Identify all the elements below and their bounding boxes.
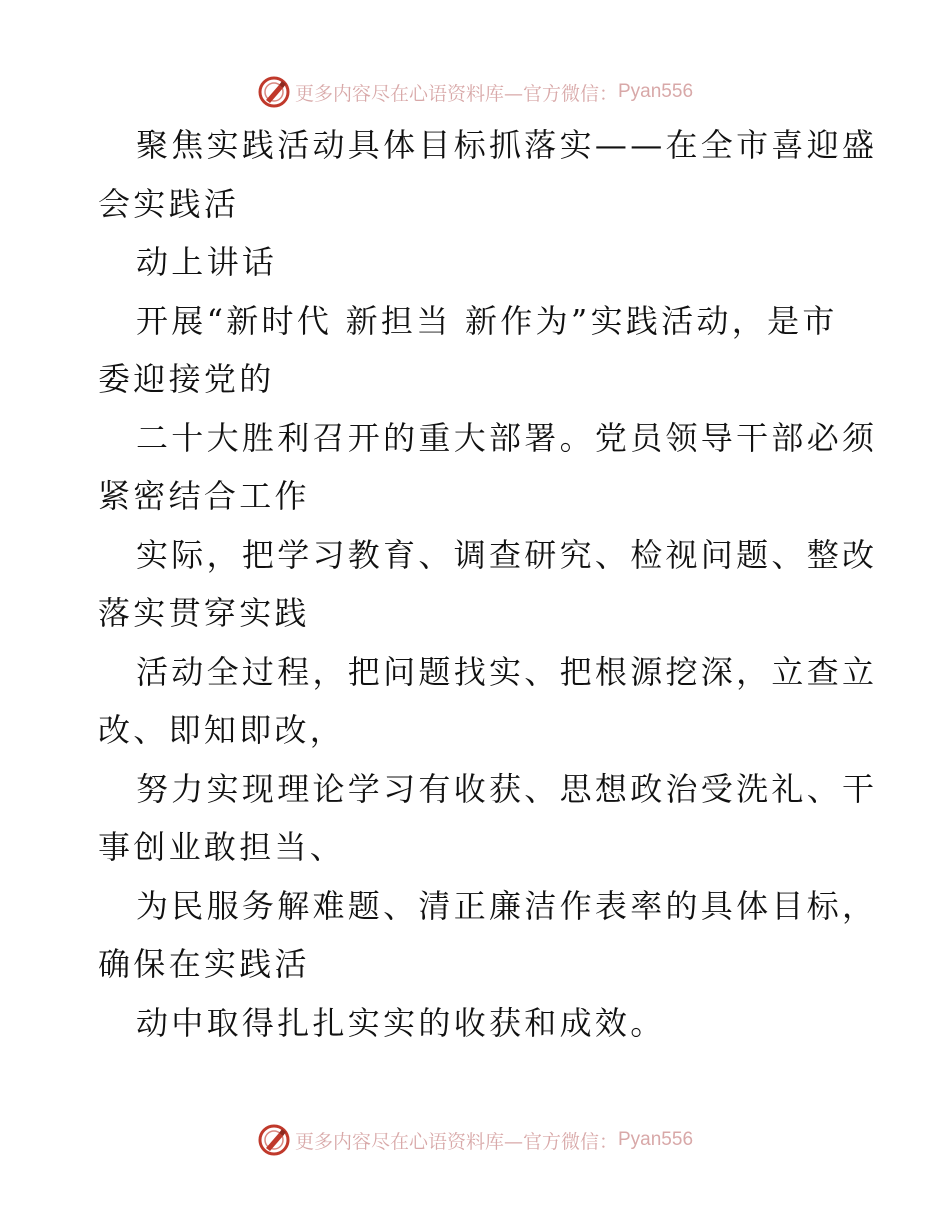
watermark-text: 更多内容尽在心语资料库—官方微信： — [294, 1130, 618, 1153]
pen-logo-icon — [257, 1123, 291, 1157]
watermark-text: 更多内容尽在心语资料库—官方微信： — [294, 82, 618, 105]
text-line: 为民服务解难题、清正廉洁作表率的具体目标， — [136, 886, 878, 925]
text-line: 事创业敢担当、 — [98, 828, 346, 866]
text-line: 改、即知即改， — [98, 711, 346, 749]
text-line: 动中取得扎扎实实的收获和成效。 — [136, 1003, 666, 1042]
text-line: 确保在实践活 — [98, 945, 310, 983]
text-line: 努力实现理论学习有收获、思想政治受洗礼、干 — [136, 769, 878, 808]
text-line: 开展“新时代 新担当 新作为”实践活动，是市 — [136, 301, 838, 340]
text-line: 落实贯穿实践 — [98, 594, 310, 632]
text-line: 聚焦实践活动具体目标抓落实——在全市喜迎盛 — [136, 126, 878, 164]
watermark-wechat-id: Pyan556 — [618, 1129, 694, 1150]
text-line: 动上讲话 — [136, 243, 278, 281]
pen-logo-icon — [257, 75, 291, 109]
text-line: 会实践活 — [98, 184, 240, 223]
watermark-wechat-id: Pyan556 — [618, 81, 694, 102]
text-line: 紧密结合工作 — [98, 477, 310, 515]
text-line: 实际，把学习教育、调查研究、检视问题、整改 — [136, 535, 878, 574]
header-watermark — [0, 72, 950, 112]
text-line: 二十大胜利召开的重大部署。党员领导干部必须 — [136, 418, 878, 457]
text-line: 委迎接党的 — [98, 360, 275, 398]
footer-watermark — [0, 1120, 950, 1160]
text-line: 活动全过程，把问题找实、把根源挖深，立查立 — [136, 652, 878, 691]
document-body — [98, 116, 878, 1052]
